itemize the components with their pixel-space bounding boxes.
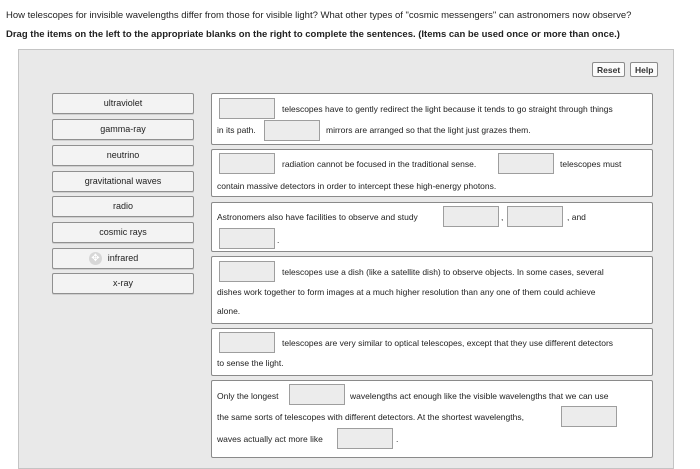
help-button[interactable]: Help xyxy=(630,62,658,77)
sentence-box-5 xyxy=(211,328,653,376)
sentence-1-text-b: in its path. xyxy=(217,125,256,135)
drop-blank-6a[interactable] xyxy=(289,384,345,405)
item-infrared[interactable] xyxy=(52,248,194,269)
sentence-2-text-a: radiation cannot be focused in the traditional sense. xyxy=(282,159,477,169)
item-gamma-ray[interactable]: gamma-ray xyxy=(52,119,194,140)
sentence-4-text-a: telescopes use a dish (like a satellite dish) to observe objects. In some cases, several xyxy=(282,267,604,277)
sentence-box-4 xyxy=(211,256,653,324)
sentence-1-text-c: mirrors are arranged so that the light just grazes them. xyxy=(326,125,531,135)
drop-blank-2b[interactable] xyxy=(498,153,554,174)
drop-blank-6c[interactable] xyxy=(337,428,393,449)
sentence-box-1 xyxy=(211,93,653,145)
instructions-text: Drag the items on the left to the appropriate blanks on the right to complete the sentences. (Items can be used once or more than once.) xyxy=(6,29,620,40)
item-cosmic-rays[interactable]: cosmic rays xyxy=(52,222,194,243)
sentence-6-text-b: wavelengths act enough like the visible wavelengths that we can use xyxy=(350,391,609,401)
sentence-6-text-e: . xyxy=(396,434,399,444)
sentence-box-3 xyxy=(211,202,653,252)
item-gravitational-waves[interactable]: gravitational waves xyxy=(52,171,194,192)
sentence-5-text-a: telescopes are very similar to optical telescopes, except that they use different detectors xyxy=(282,338,614,348)
sentence-2-text-c: contain massive detectors in order to intercept these high-energy photons. xyxy=(217,181,497,191)
drop-blank-3c[interactable] xyxy=(219,228,275,249)
sentence-3-text-d: . xyxy=(277,235,280,245)
drop-blank-5a[interactable] xyxy=(219,332,275,353)
move-arrows-icon: ✥ xyxy=(89,252,102,265)
item-infrared-label: infrared xyxy=(107,253,139,263)
sentence-5-text-b: to sense the light. xyxy=(217,358,284,368)
drop-blank-2a[interactable] xyxy=(219,153,275,174)
sentence-4-text-b: dishes work together to form images at a much higher resolution than any one of them could achieve xyxy=(217,287,596,297)
sentence-6-text-a: Only the longest xyxy=(217,391,279,401)
drop-blank-4a[interactable] xyxy=(219,261,275,282)
drop-blank-1a[interactable] xyxy=(219,98,275,119)
item-ultraviolet[interactable]: ultraviolet xyxy=(52,93,194,114)
sentence-2-text-b: telescopes must xyxy=(560,159,622,169)
reset-button[interactable]: Reset xyxy=(592,62,625,77)
item-x-ray[interactable]: x-ray xyxy=(52,273,194,294)
drop-blank-6b[interactable] xyxy=(561,406,617,427)
sentence-3-text-c: , and xyxy=(567,212,586,222)
question-text: How telescopes for invisible wavelengths differ from those for visible light? What other types of "cosmic messengers" can astronomers now observe? xyxy=(6,10,632,21)
sentence-box-2 xyxy=(211,149,653,197)
sentence-1-text-a: telescopes have to gently redirect the light because it tends to go straight through things xyxy=(282,104,613,114)
sentence-6-text-d: waves actually act more like xyxy=(217,434,323,444)
drop-blank-3b[interactable] xyxy=(507,206,563,227)
drop-blank-3a[interactable] xyxy=(443,206,499,227)
sentence-box-6 xyxy=(211,380,653,458)
item-radio[interactable]: radio xyxy=(52,196,194,217)
item-neutrino[interactable]: neutrino xyxy=(52,145,194,166)
sentence-6-text-c: the same sorts of telescopes with different detectors. At the shortest wavelengths, xyxy=(217,412,524,422)
sentence-4-text-c: alone. xyxy=(217,306,241,316)
drop-blank-1b[interactable] xyxy=(264,120,320,141)
sentence-3-text-b: , xyxy=(501,212,504,222)
sentence-3-text-a: Astronomers also have facilities to observe and study xyxy=(217,212,418,222)
